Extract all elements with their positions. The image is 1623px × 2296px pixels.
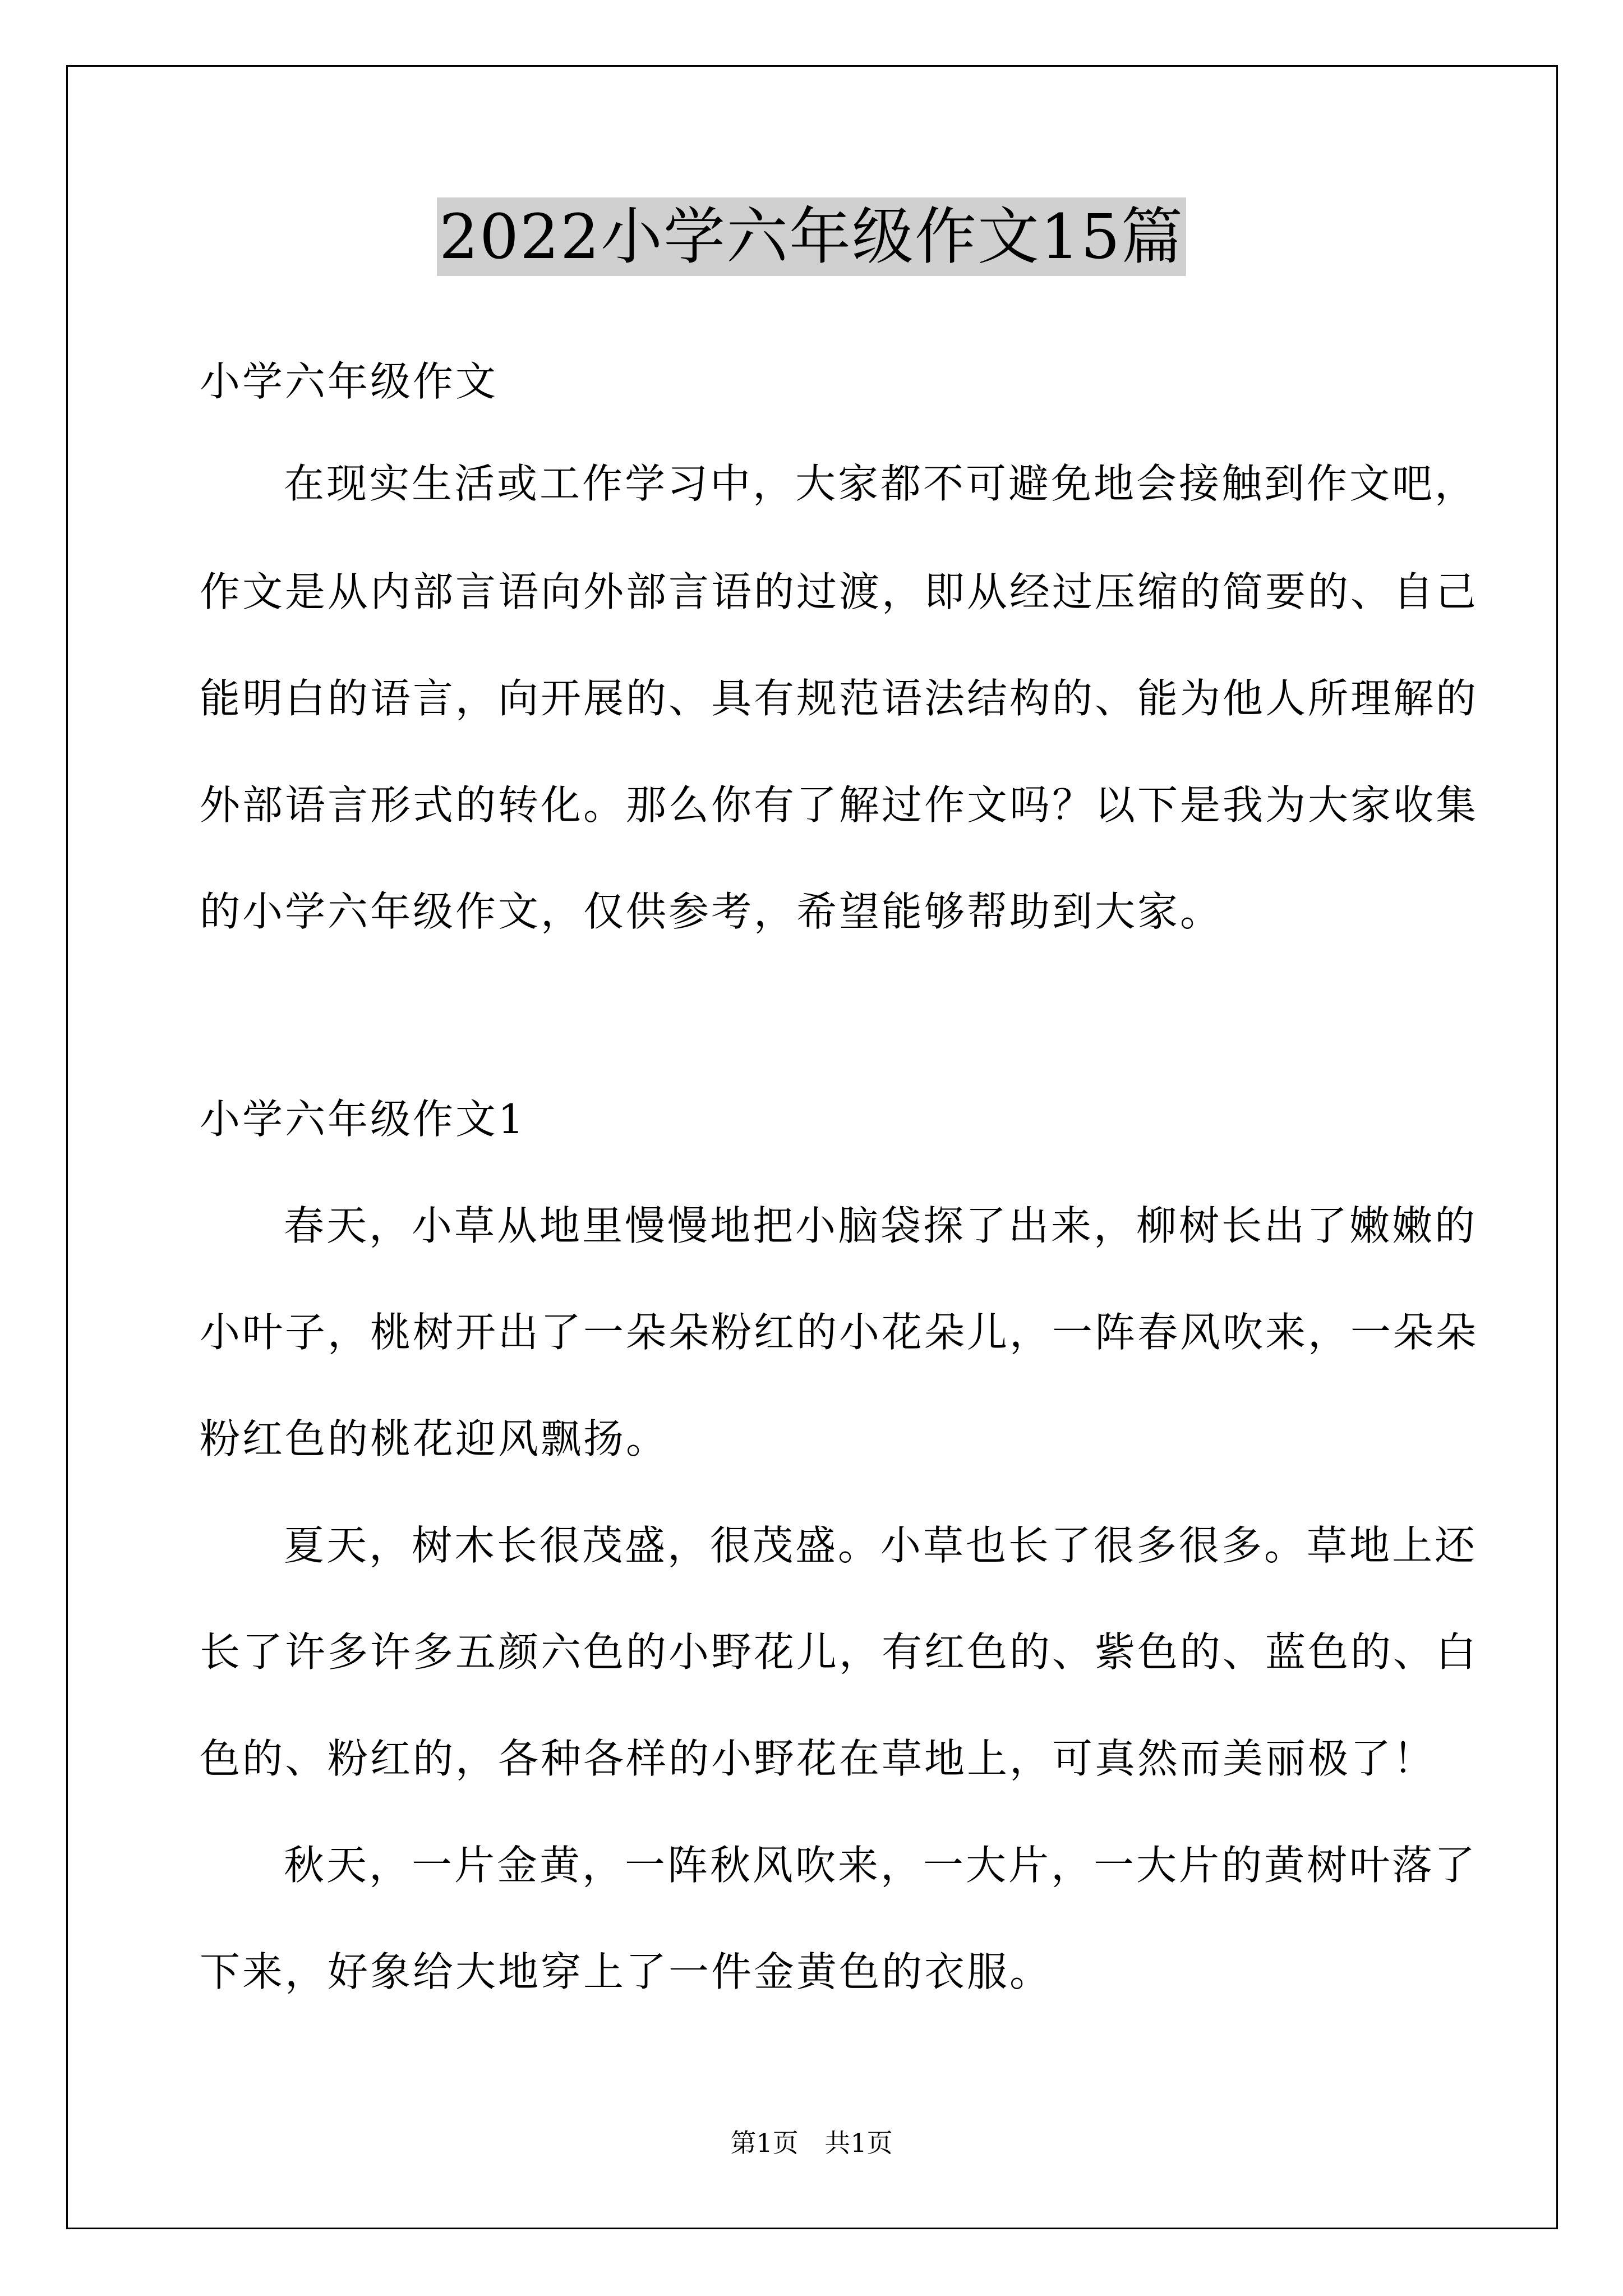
summer-line: 色的、粉红的，各种各样的小野花在草地上，可真然而美丽极了！ — [200, 1735, 1436, 1782]
autumn-line: 秋天，一片金黄，一阵秋风吹来，一大片，一大片的黄树叶落了 — [284, 1842, 1478, 1889]
document-title: 2022小学六年级作文15篇 — [437, 197, 1186, 276]
intro-line: 外部语言形式的转化。那么你有了解过作文吗？以下是我为大家收集 — [200, 781, 1479, 829]
page-footer — [0, 2126, 1623, 2160]
intro-line: 能明白的语言，向开展的、具有规范语法结构的、能为他人所理解的 — [200, 675, 1479, 722]
page-number: 第1页 — [730, 2128, 799, 2158]
intro-line: 作文是从内部言语向外部言语的过渡，即从经过压缩的简要的、自己 — [200, 568, 1479, 615]
spring-line: 春天，小草从地里慢慢地把小脑袋探了出来，柳树长出了嫩嫩的 — [284, 1202, 1478, 1249]
intro-line: 在现实生活或工作学习中，大家都不可避免地会接触到作文吧， — [284, 460, 1478, 507]
section-heading: 小学六年级作文1 — [200, 1096, 526, 1143]
intro-heading: 小学六年级作文 — [200, 358, 499, 405]
summer-line: 长了许多许多五颜六色的小野花儿，有红色的、紫色的、蓝色的、白 — [200, 1628, 1479, 1676]
spring-line: 粉红色的桃花迎风飘扬。 — [200, 1415, 669, 1462]
title-wrap — [0, 197, 1623, 276]
spring-line: 小叶子，桃树开出了一朵朵粉红的小花朵儿，一阵春风吹来，一朵朵 — [200, 1309, 1479, 1356]
autumn-line: 下来，好象给大地穿上了一件金黄色的衣服。 — [200, 1948, 1053, 1995]
summer-line: 夏天，树木长很茂盛，很茂盛。小草也长了很多很多。草地上还 — [284, 1522, 1478, 1569]
total-pages: 共1页 — [824, 2128, 893, 2158]
intro-line: 的小学六年级作文，仅供参考，希望能够帮助到大家。 — [200, 888, 1223, 935]
